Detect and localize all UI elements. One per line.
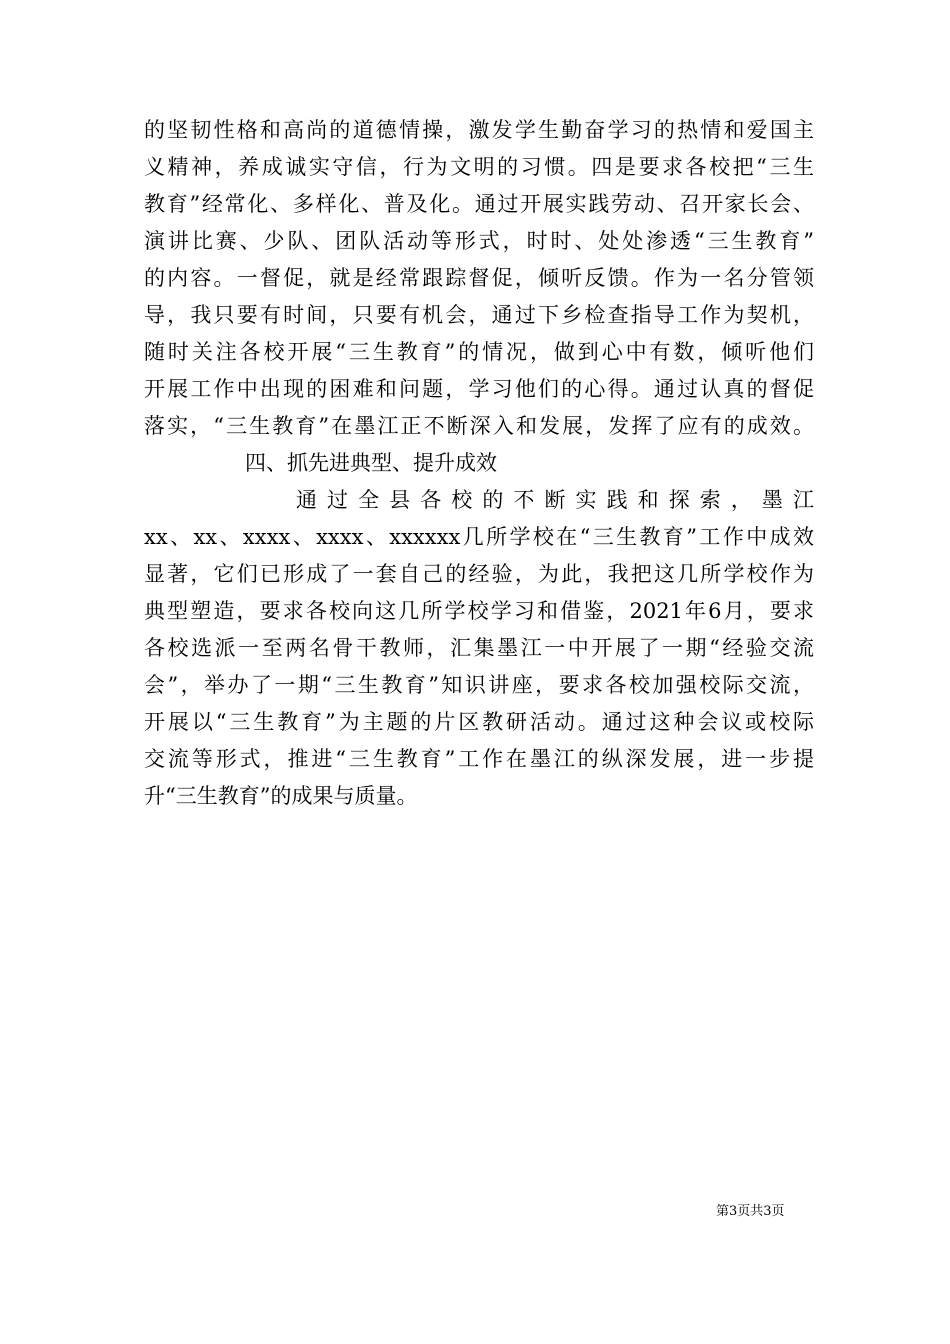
body-line: 导，我只要有时间，只要有机会，通过下乡检查指导工作为契机， [144, 303, 814, 327]
body-line: 教育”经常化、多样化、普及化。通过开展实践劳动、召开家长会、 [144, 192, 814, 216]
body-line: 演讲比赛、少队、团队活动等形式，时时、处处渗透“三生教育” [144, 229, 814, 253]
body-line: 随时关注各校开展“三生教育”的情况，做到心中有数，倾听他们 [144, 340, 814, 364]
section-heading: 四、抓先进典型、提升成效 [245, 451, 497, 475]
body-line: 开展工作中出现的困难和问题，学习他们的心得。通过认真的督促 [144, 377, 814, 401]
page-number-footer: 第3页共3页 [716, 1204, 785, 1219]
paragraph-line: 升“三生教育”的成果与质量。 [144, 784, 418, 808]
document-body [144, 112, 814, 815]
paragraph-line: 通过全县各校的不断实践和探索，墨江 [296, 488, 814, 512]
body-line: 的内容。一督促，就是经常跟踪督促，倾听反馈。作为一名分管领 [144, 266, 814, 290]
paragraph-line: 开展以“三生教育”为主题的片区教研活动。通过这种会议或校际 [144, 710, 814, 734]
paragraph-line: 会”，举办了一期“三生教育”知识讲座，要求各校加强校际交流， [144, 673, 814, 697]
paragraph-line: 典型塑造，要求各校向这几所学校学习和借鉴，2021年6月，要求 [144, 599, 814, 623]
paragraph-line: 各校选派一至两名骨干教师，汇集墨江一中开展了一期“经验交流 [144, 636, 814, 660]
body-line: 义精神，养成诚实守信，行为文明的习惯。四是要求各校把“三生 [144, 155, 814, 179]
paragraph-line: 显著，它们已形成了一套自己的经验，为此，我把这几所学校作为 [144, 562, 814, 586]
paragraph-line: 交流等形式，推进“三生教育”工作在墨江的纵深发展，进一步提 [144, 747, 814, 771]
paragraph-line: xx、xx、xxxx、xxxx、xxxxxx几所学校在“三生教育”工作中成效 [144, 525, 814, 549]
body-line: 的坚韧性格和高尚的道德情操，激发学生勤奋学习的热情和爱国主 [144, 118, 814, 142]
body-line: 落实，“三生教育”在墨江正不断深入和发展，发挥了应有的成效。 [144, 414, 814, 438]
